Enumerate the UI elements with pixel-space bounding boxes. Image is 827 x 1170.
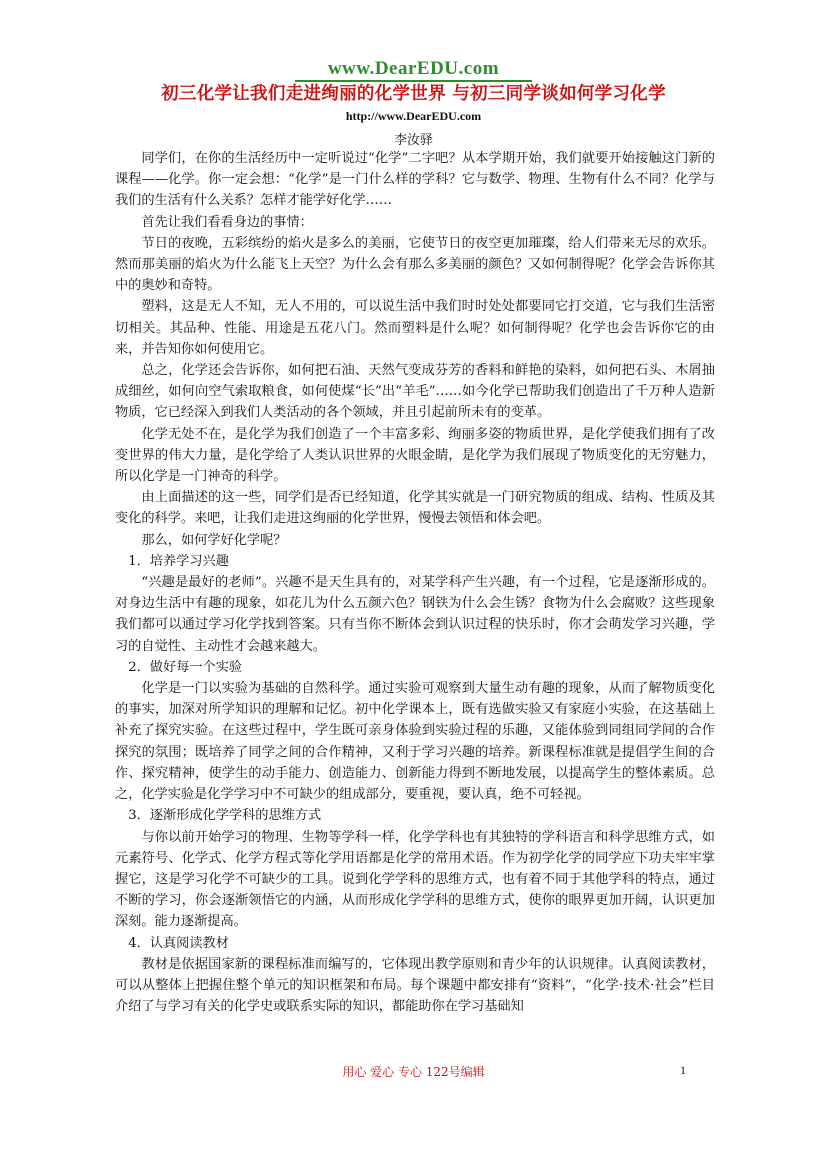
paragraph: 化学无处不在，是化学为我们创造了一个丰富多彩、绚丽多姿的物质世界，是化学使我们拥有了改变世界的伟大力量，是化学给了人类认识世界的火眼金睛，是化学为我们展现了物质变化的无穷魅力，所以化学是一门神奇的科学。: [115, 426, 715, 485]
paragraph: 那么，如何学好化学呢？: [141, 532, 287, 548]
paragraph: 由上面描述的这一些，同学们是否已经知道，化学其实就是一门研究物质的组成、结构、性质及其变化的科学。来吧，让我们走进这绚丽的化学世界，慢慢去领悟和体会吧。: [115, 490, 715, 527]
section-heading: 1．培养学习兴趣: [128, 553, 229, 569]
paragraph: 同学们，在你的生活经历中一定听说过“化学”二字吧？从本学期开始，我们就要开始接触这门新的课程——化学。你一定会想：“化学”是一门什么样的学科？它与数学、物理、生物有什么不同？化学与我们的生活有什么关系？怎样才能学好化学……: [115, 151, 715, 209]
article-body: [115, 148, 715, 1017]
page-footer: 用心 爱心 专心 122号编辑: [342, 1065, 485, 1079]
section-text: “兴趣是最好的老师”。兴趣不是天生具有的，对某学科产生兴趣，有一个过程，它是逐渐形成的。对身边生活中有趣的现象，如花儿为什么五颜六色？钢铁为什么会生锈？食物为什么会腐败？这些现象我们都可以通过学习化学找到答案。只有当你不断体会到认识过程的快乐时，你才会萌发学习兴趣，学习的自觉性、主动性才会越来越大。: [115, 575, 715, 654]
section-text: 化学是一门以实验为基础的自然科学。通过实验可观察到大量生动有趣的现象，从而了解物质变化的事实，加深对所学知识的理解和记忆。初中化学课本上，既有选做实验又有家庭小实验，在这基础上补充了探究实验。在这些过程中，学生既可亲身体验到实验过程的乐趣，又能体验到同组同学间的合作探究的氛围；既培养了同学之间的合作精神，又利于学习兴趣的培养。新课程标准就是提倡学生间的合作、探究精神，使学生的动手能力、创造能力、创新能力得到不断地发展，以提高学生的整体素质。总之，化学实验是化学学习中不可缺少的组成部分，要重视，要认真，绝不可轻视。: [115, 681, 715, 803]
page-number: 1: [680, 1063, 686, 1077]
paragraph: 首先让我们看看身边的事情：: [141, 214, 313, 230]
paragraph: 总之，化学还会告诉你，如何把石油、天然气变成芬芳的香料和鲜艳的染料，如何把石头、木屑抽成细丝，如何向空气索取粮食，如何使煤“长”出“羊毛”……如今化学已帮助我们创造出了千万种人造新物质，它已经深入到我们人类活动的各个领域，并且引起前所未有的变革。: [115, 363, 715, 421]
paragraph: 塑料，这是无人不知，无人不用的，可以说生活中我们时时处处都要同它打交道，它与我们生活密切相关。其品种、性能、用途是五花八门。然而塑料是什么呢？如何制得呢？化学也会告诉你它的由来，并告知你如何使用它。: [115, 299, 715, 357]
site-logo: www.DearEDU.com: [327, 58, 500, 79]
section-heading: 4．认真阅读教材: [128, 935, 229, 951]
paragraph: 节日的夜晚，五彩缤纷的焰火是多么的美丽，它使节日的夜空更加璀璨，给人们带来无尽的欢乐。然而那美丽的焰火为什么能飞上天空？为什么会有那么多美丽的颜色？又如何制得呢？化学会告诉你其中的奥妙和奇特。: [115, 235, 715, 294]
section-text: 教材是依据国家新的课程标准而编写的，它体现出教学原则和青少年的认识规律。认真阅读教材，可以从整体上把握住整个单元的知识框架和布局。每个课题中都安排有“资料”，“化学·技术·社会”栏目介绍了与学习有关的化学史或联系实际的知识，都能助你在学习基础知: [115, 956, 715, 1015]
document-title: 初三化学让我们走进绚丽的化学世界 与初三同学谈如何学习化学: [161, 84, 666, 104]
author-name: 李汝驿: [393, 133, 433, 148]
site-url: http://www.DearEDU.com: [345, 109, 482, 123]
section-heading: 2．做好每一个实验: [128, 659, 243, 675]
section-heading: 3．逐渐形成化学学科的思维方式: [128, 808, 322, 824]
section-text: 与你以前开始学习的物理、生物等学科一样，化学学科也有其独特的学科语言和科学思维方式，如元素符号、化学式、化学方程式等化学用语都是化学的常用术语。作为初学化学的同学应下功夫牢牢掌握它，这是学习化学不可缺少的工具。说到化学学科的思维方式，也有着不同于其他学科的特点，通过不断的学习，你会逐渐领悟它的内涵，从而形成化学学科的思维方式，使你的眼界更加开阔，认识更加深刻。能力逐渐提高。: [115, 829, 715, 930]
